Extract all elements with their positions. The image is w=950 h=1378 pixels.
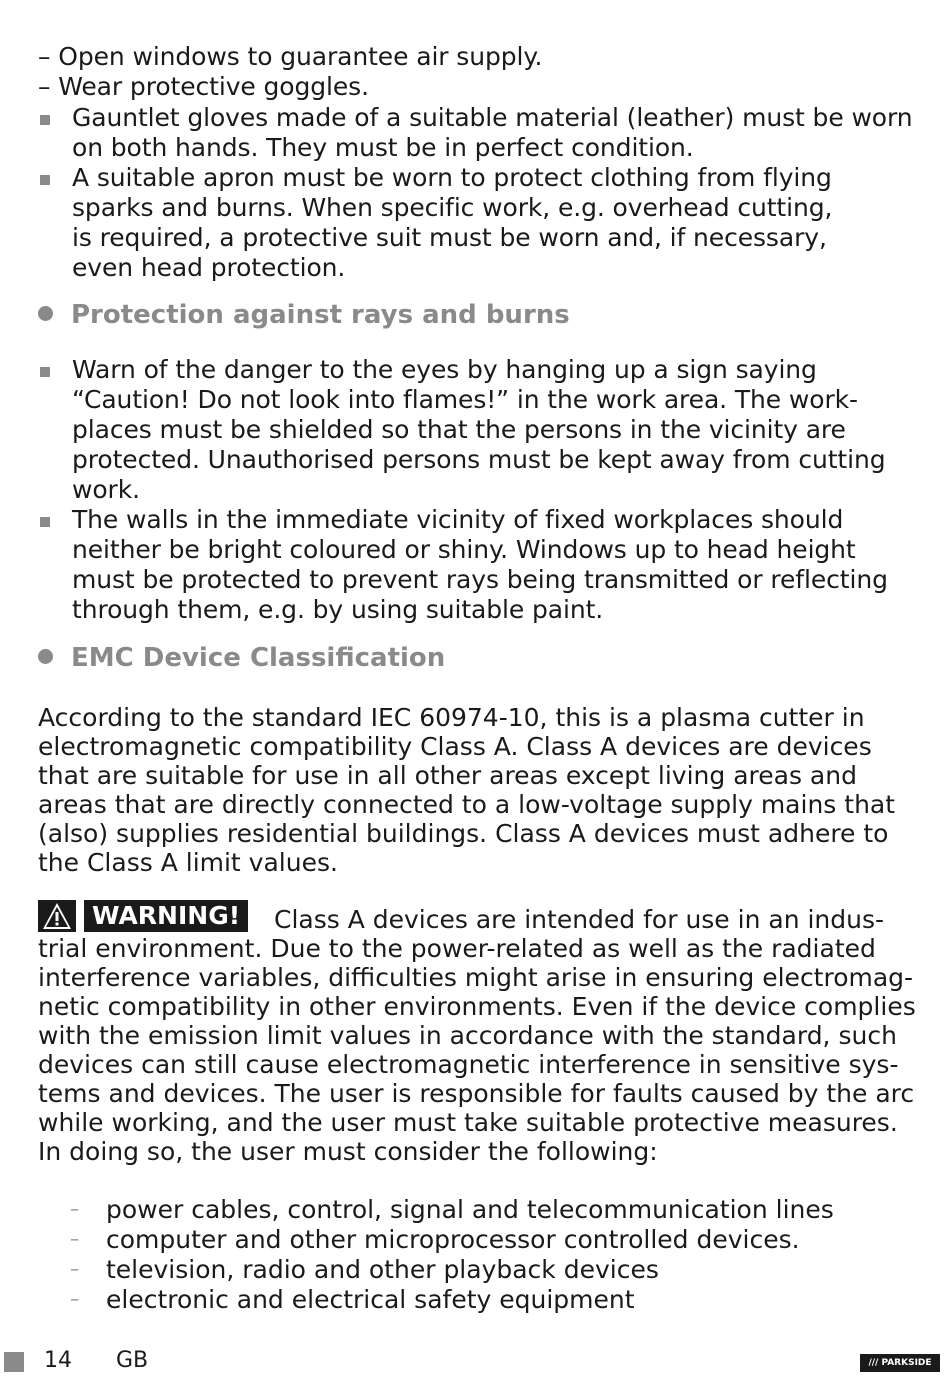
intro-dash-2: – Wear protective goggles. [38,72,369,101]
warning-paragraph [38,934,918,1166]
page-footer [0,1348,950,1378]
list-item-text: power cables, control, signal and telecommunication lines [106,1195,834,1224]
round-bullet-icon [38,306,53,321]
brand-logo: /// PARKSIDE [860,1354,940,1372]
text-line: the Class A limit values. [38,848,338,877]
warning-triangle-icon [38,900,76,932]
intro-dash-1: – Open windows to guarantee air supply. [38,42,543,71]
text-line: netic compatibility in other environments. Even if the device complies [38,992,916,1021]
text-line: The walls in the immediate vicinity of fixed workplaces should [72,505,844,534]
intro-square-item-1 [38,103,918,163]
text-line: is required, a protective suit must be worn and, if necessary, [72,223,827,252]
section-heading-rays [38,300,570,330]
dash-bullet-icon: – [70,1199,79,1220]
text-line: Gauntlet gloves made of a suitable material (leather) must be worn [72,103,913,132]
dash-bullet-icon: – [70,1259,79,1280]
text-line: work. [72,475,140,504]
round-bullet-icon [38,649,53,664]
rays-item-1 [38,355,918,505]
list-item-text: electronic and electrical safety equipment [106,1285,635,1314]
text-line: (also) supplies residential buildings. Class A devices must adhere to [38,819,889,848]
list-item [70,1195,834,1225]
rays-item-2 [38,505,918,625]
consider-list [70,1195,834,1315]
list-item [70,1225,834,1255]
text-line: even head protection. [72,253,346,282]
language-code: GB [116,1348,149,1373]
warning-first-line: Class A devices are intended for use in an indus- [274,905,885,934]
text-line: places must be shielded so that the persons in the vicinity are [72,415,846,444]
text-line: neither be bright coloured or shiny. Windows up to head height [72,535,856,564]
dash-bullet-icon: – [70,1289,79,1310]
text-line: that are suitable for use in all other areas except living areas and [38,761,857,790]
text-line: on both hands. They must be in perfect condition. [72,133,694,162]
list-item [70,1255,834,1285]
text-line: areas that are directly connected to a low-voltage supply mains that [38,790,896,819]
list-item [70,1285,834,1315]
intro-square-item-2 [38,163,918,283]
warning-label: WARNING! [84,900,248,932]
text-line: electromagnetic compatibility Class A. Class A devices are devices [38,732,872,761]
text-line: trial environment. Due to the power-related as well as the radiated [38,934,876,963]
heading-text: Protection against rays and burns [71,300,570,330]
square-bullet-icon [40,367,50,377]
list-item-text: computer and other microprocessor controlled devices. [106,1225,800,1254]
square-bullet-icon [40,517,50,527]
text-line: interference variables, difficulties might arise in ensuring electromag- [38,963,914,992]
text-line: must be protected to prevent rays being transmitted or reflecting [72,565,888,594]
text-line: devices can still cause electromagnetic interference in sensitive sys- [38,1050,899,1079]
text-line: sparks and burns. When specific work, e.g. overhead cutting, [72,193,833,222]
text-line: while working, and the user must take suitable protective measures. [38,1108,898,1137]
text-line: In doing so, the user must consider the following: [38,1137,658,1166]
text-line: protected. Unauthorised persons must be kept away from cutting [72,445,886,474]
text-line: A suitable apron must be worn to protect clothing from flying [72,163,832,192]
emc-paragraph [38,703,918,877]
text-line: “Caution! Do not look into flames!” in the work area. The work- [72,385,858,414]
list-item-text: television, radio and other playback devices [106,1255,659,1284]
heading-text: EMC Device Classification [71,643,446,673]
dash-bullet-icon: – [70,1229,79,1250]
text-line: with the emission limit values in accordance with the standard, such [38,1021,897,1050]
square-bullet-icon [40,115,50,125]
text-line: through them, e.g. by using suitable paint. [72,595,604,624]
warning-badge [38,900,248,932]
section-heading-emc [38,643,445,673]
text-line: Warn of the danger to the eyes by hanging up a sign saying [72,355,817,384]
page-number: 14 [44,1348,72,1373]
footer-square-icon [4,1352,24,1372]
square-bullet-icon [40,175,50,185]
text-line: tems and devices. The user is responsible for faults caused by the arc [38,1079,915,1108]
text-line: According to the standard IEC 60974-10, this is a plasma cutter in [38,703,865,732]
